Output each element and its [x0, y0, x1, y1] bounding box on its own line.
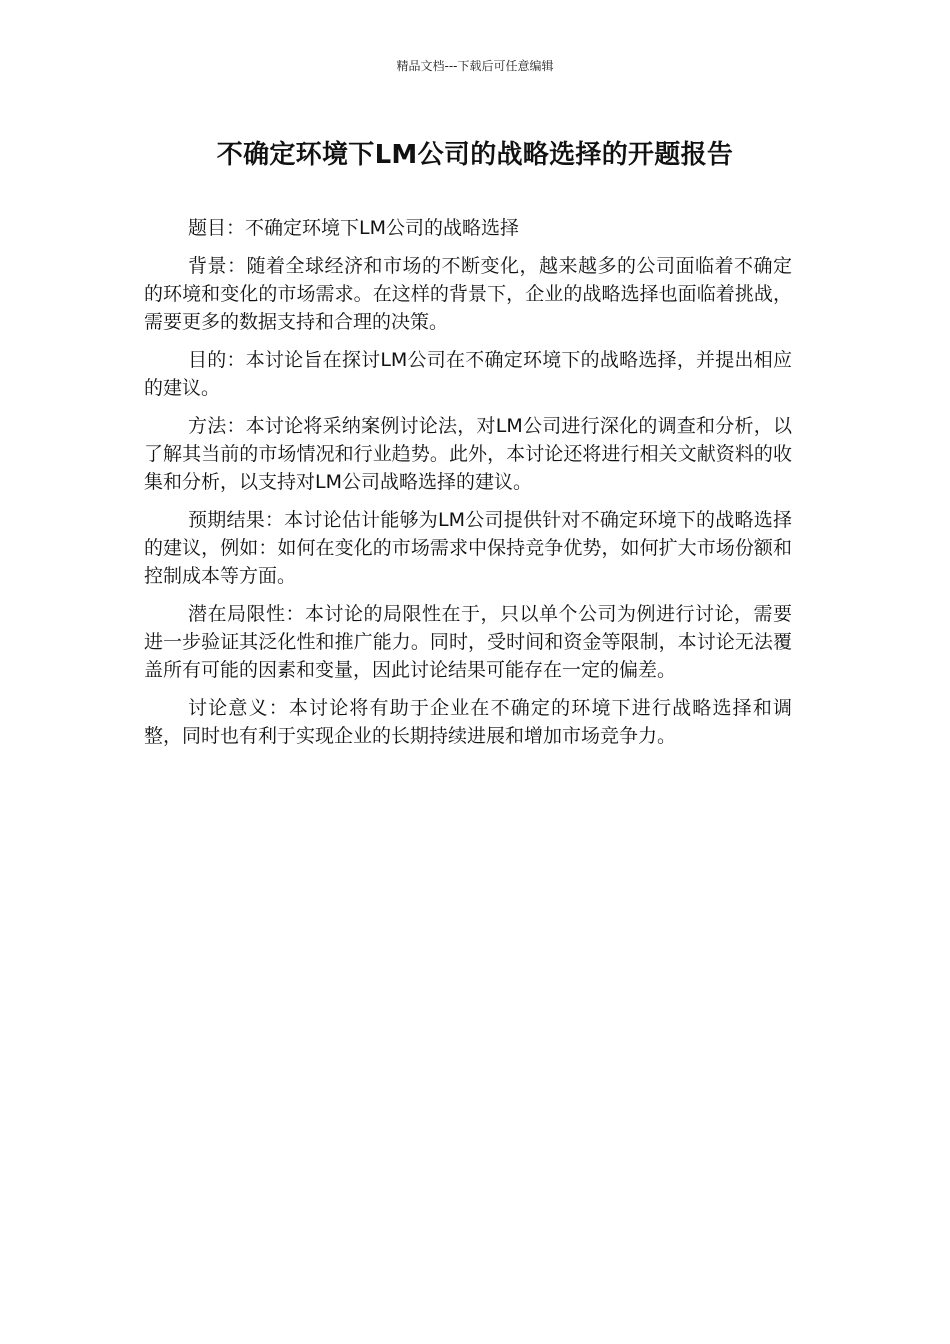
paragraph-topic: 题目：不确定环境下LM公司的战略选择 [188, 217, 519, 239]
document-title: 不确定环境下LM公司的战略选择的开题报告 [216, 140, 734, 170]
paragraph-significance: 讨论意义：本讨论将有助于企业在不确定的环境下进行战略选择和调整，同时也有利于实现企业的长期持续进展和增加市场竞争力。 [144, 697, 792, 747]
document-body [144, 214, 792, 760]
paragraph-background: 背景：随着全球经济和市场的不断变化，越来越多的公司面临着不确定的环境和变化的市场需求。在这样的背景下，企业的战略选择也面临着挑战，需要更多的数据支持和合理的决策。 [144, 255, 792, 333]
paragraph-purpose: 目的：本讨论旨在探讨LM公司在不确定环境下的战略选择，并提出相应的建议。 [144, 349, 792, 399]
paragraph-expected-results: 预期结果：本讨论估计能够为LM公司提供针对不确定环境下的战略选择的建议，例如：如何在变化的市场需求中保持竞争优势，如何扩大市场份额和控制成本等方面。 [144, 509, 792, 587]
paragraph-limitations: 潜在局限性：本讨论的局限性在于，只以单个公司为例进行讨论，需要进一步验证其泛化性和推广能力。同时，受时间和资金等限制，本讨论无法覆盖所有可能的因素和变量，因此讨论结果可能存在一定的偏差。 [144, 603, 792, 681]
paragraph-method: 方法：本讨论将采纳案例讨论法，对LM公司进行深化的调查和分析，以了解其当前的市场情况和行业趋势。此外，本讨论还将进行相关文献资料的收集和分析，以支持对LM公司战略选择的建议。 [144, 415, 792, 493]
header-note: 精品文档---下载后可任意编辑 [396, 59, 554, 73]
